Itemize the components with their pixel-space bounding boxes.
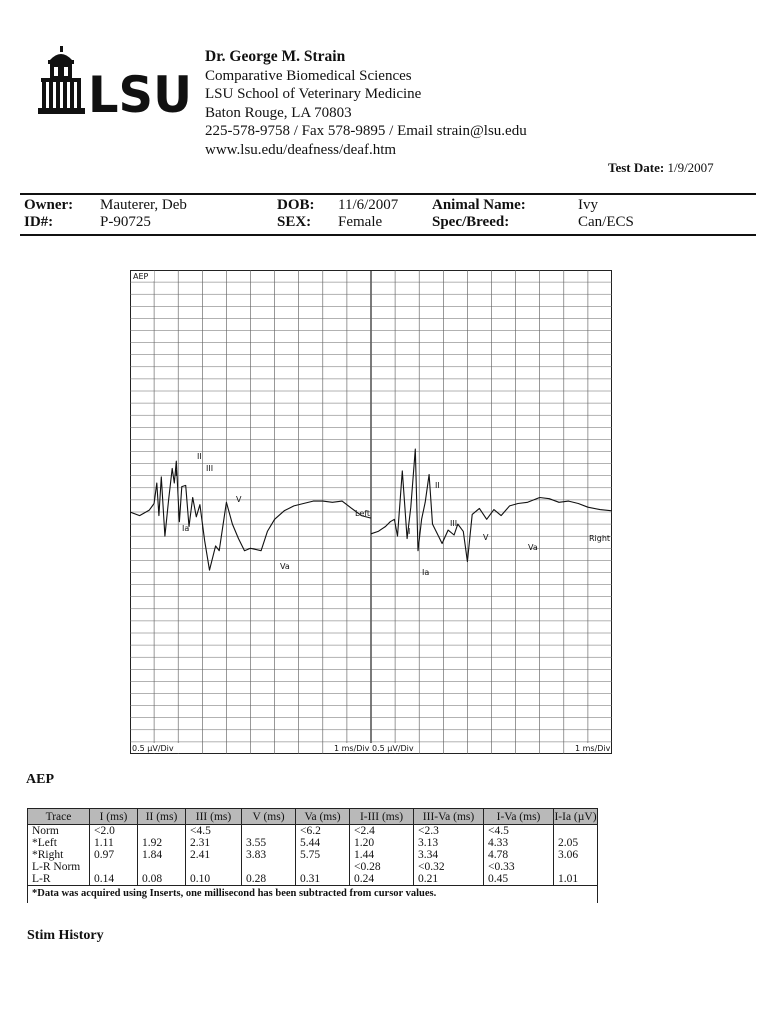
spec-breed-label: Spec/Breed: <box>432 214 510 230</box>
table-cell: 5.75 <box>296 849 350 861</box>
table-cell: 1.44 <box>350 849 414 861</box>
table-cell: 3.83 <box>242 849 296 861</box>
table-cell: 0.28 <box>242 873 296 886</box>
peak-label-iii-left: III <box>206 464 214 473</box>
table-cell: 4.78 <box>484 849 554 861</box>
table-row <box>28 837 598 849</box>
right-time-label: 1 ms/Div <box>575 744 611 753</box>
table-cell <box>90 861 138 873</box>
table-cell <box>554 861 598 873</box>
column-header: I-Va (ms) <box>484 809 554 825</box>
left-time-label: 1 ms/Div <box>334 744 370 753</box>
column-header: III-Va (ms) <box>414 809 484 825</box>
table-cell: <2.3 <box>414 825 484 838</box>
table-cell: 2.41 <box>186 849 242 861</box>
building-icon <box>38 46 85 114</box>
city-line: Baton Rouge, LA 70803 <box>205 104 352 121</box>
owner-value: Mauterer, Deb <box>100 197 187 213</box>
peak-label-ii-right: II <box>435 481 440 490</box>
table-cell: 1.84 <box>138 849 186 861</box>
table-cell: 2.31 <box>186 837 242 849</box>
peak-label-i-right: I <box>408 527 411 536</box>
table-cell: 0.24 <box>350 873 414 886</box>
table-cell: 5.44 <box>296 837 350 849</box>
aep-results-table <box>27 808 598 903</box>
table-cell: <0.28 <box>350 861 414 873</box>
peak-label-ia-right: Ia <box>422 568 430 577</box>
animal-name-label: Animal Name: <box>432 197 526 213</box>
table-header-row <box>28 809 598 825</box>
doctor-name: Dr. George M. Strain <box>205 48 346 65</box>
contact-line: 225-578-9758 / Fax 578-9895 / Email strain@lsu.edu <box>205 123 527 140</box>
table-cell <box>296 861 350 873</box>
peak-label-v-left: V <box>236 495 242 504</box>
peak-label-iii-right: III <box>450 519 458 528</box>
id-label: ID#: <box>24 214 54 230</box>
lsu-logo <box>38 46 194 116</box>
dob-label: DOB: <box>277 197 315 213</box>
department: Comparative Biomedical Sciences <box>205 67 412 84</box>
peak-label-va-right: Va <box>528 543 538 552</box>
test-date-value: 1/9/2007 <box>667 160 714 175</box>
table-cell <box>186 861 242 873</box>
test-date <box>608 160 714 176</box>
peak-label-i-left: I <box>175 469 178 478</box>
table-cell: <2.0 <box>90 825 138 838</box>
divider <box>20 193 756 195</box>
sex-label: SEX: <box>277 214 312 230</box>
table-cell: 1.11 <box>90 837 138 849</box>
contact-block <box>205 48 527 160</box>
dob-value: 11/6/2007 <box>338 197 399 213</box>
table-cell: 0.21 <box>414 873 484 886</box>
table-footnote-row <box>28 886 598 904</box>
table-cell: L-R <box>28 873 90 886</box>
table-row <box>28 825 598 838</box>
school: LSU School of Veterinary Medicine <box>205 86 422 103</box>
table-cell: 2.05 <box>554 837 598 849</box>
table-cell: 1.01 <box>554 873 598 886</box>
table-cell: <4.5 <box>484 825 554 838</box>
logo-text: LSU <box>88 66 192 116</box>
aep-waveform-chart <box>130 270 612 754</box>
left-trace-label: Left <box>355 509 371 518</box>
aep-section-label: AEP <box>26 772 54 787</box>
table-cell <box>242 861 296 873</box>
column-header: II (ms) <box>138 809 186 825</box>
column-header: Trace <box>28 809 90 825</box>
table-row <box>28 849 598 861</box>
table-cell <box>138 861 186 873</box>
table-cell: 1.20 <box>350 837 414 849</box>
peak-label-va-left: Va <box>280 562 290 571</box>
column-header: I-III (ms) <box>350 809 414 825</box>
table-cell: <0.33 <box>484 861 554 873</box>
id-value: P-90725 <box>100 214 151 230</box>
table-cell: 3.06 <box>554 849 598 861</box>
table-cell: 3.13 <box>414 837 484 849</box>
table-cell: 0.97 <box>90 849 138 861</box>
table-cell: 0.10 <box>186 873 242 886</box>
column-header: I-Ia (µV) <box>554 810 597 823</box>
column-header: Va (ms) <box>296 809 350 825</box>
table-cell: *Left <box>28 837 90 849</box>
table-cell: <6.2 <box>296 825 350 838</box>
sex-value: Female <box>338 214 383 230</box>
right-scale-label: 0.5 µV/Div <box>372 744 414 753</box>
table-cell <box>138 825 186 838</box>
peak-label-ii-left: II <box>197 452 202 461</box>
website: www.lsu.edu/deafness/deaf.htm <box>205 141 397 158</box>
column-header: I (ms) <box>90 809 138 825</box>
table-cell <box>242 825 296 838</box>
peak-label-ia-left: Ia <box>182 524 190 533</box>
table-cell: 0.31 <box>296 873 350 886</box>
table-cell: 0.45 <box>484 873 554 886</box>
chart-corner-label: AEP <box>133 272 149 281</box>
table-cell: 1.92 <box>138 837 186 849</box>
right-trace-label: Right <box>589 534 611 543</box>
table-cell: Norm <box>28 825 90 838</box>
column-header: III (ms) <box>186 809 242 825</box>
table-footnote: *Data was acquired using Inserts, one millisecond has been subtracted from cursor values. <box>28 886 598 904</box>
peak-label-v-right: V <box>483 533 489 542</box>
table-cell <box>554 825 598 838</box>
table-cell: 3.34 <box>414 849 484 861</box>
column-header: V (ms) <box>242 809 296 825</box>
spec-breed-value: Can/ECS <box>578 214 634 230</box>
table-cell: <4.5 <box>186 825 242 838</box>
table-cell: *Right <box>28 849 90 861</box>
divider <box>20 234 756 236</box>
table-cell: <0.32 <box>414 861 484 873</box>
stim-history-label: Stim History <box>27 928 104 943</box>
animal-name-value: Ivy <box>578 197 598 213</box>
table-cell: 0.14 <box>90 873 138 886</box>
chart-grid <box>130 270 612 754</box>
table-cell: 3.55 <box>242 837 296 849</box>
owner-label: Owner: <box>24 197 74 213</box>
left-scale-label: 0.5 µV/Div <box>132 744 174 753</box>
table-cell: <2.4 <box>350 825 414 838</box>
table-cell: 4.33 <box>484 837 554 849</box>
table-cell: 0.08 <box>138 873 186 886</box>
table-row <box>28 861 598 873</box>
table-cell: L-R Norm <box>28 861 90 873</box>
test-date-label: Test Date: <box>608 160 665 175</box>
table-row <box>28 873 598 886</box>
